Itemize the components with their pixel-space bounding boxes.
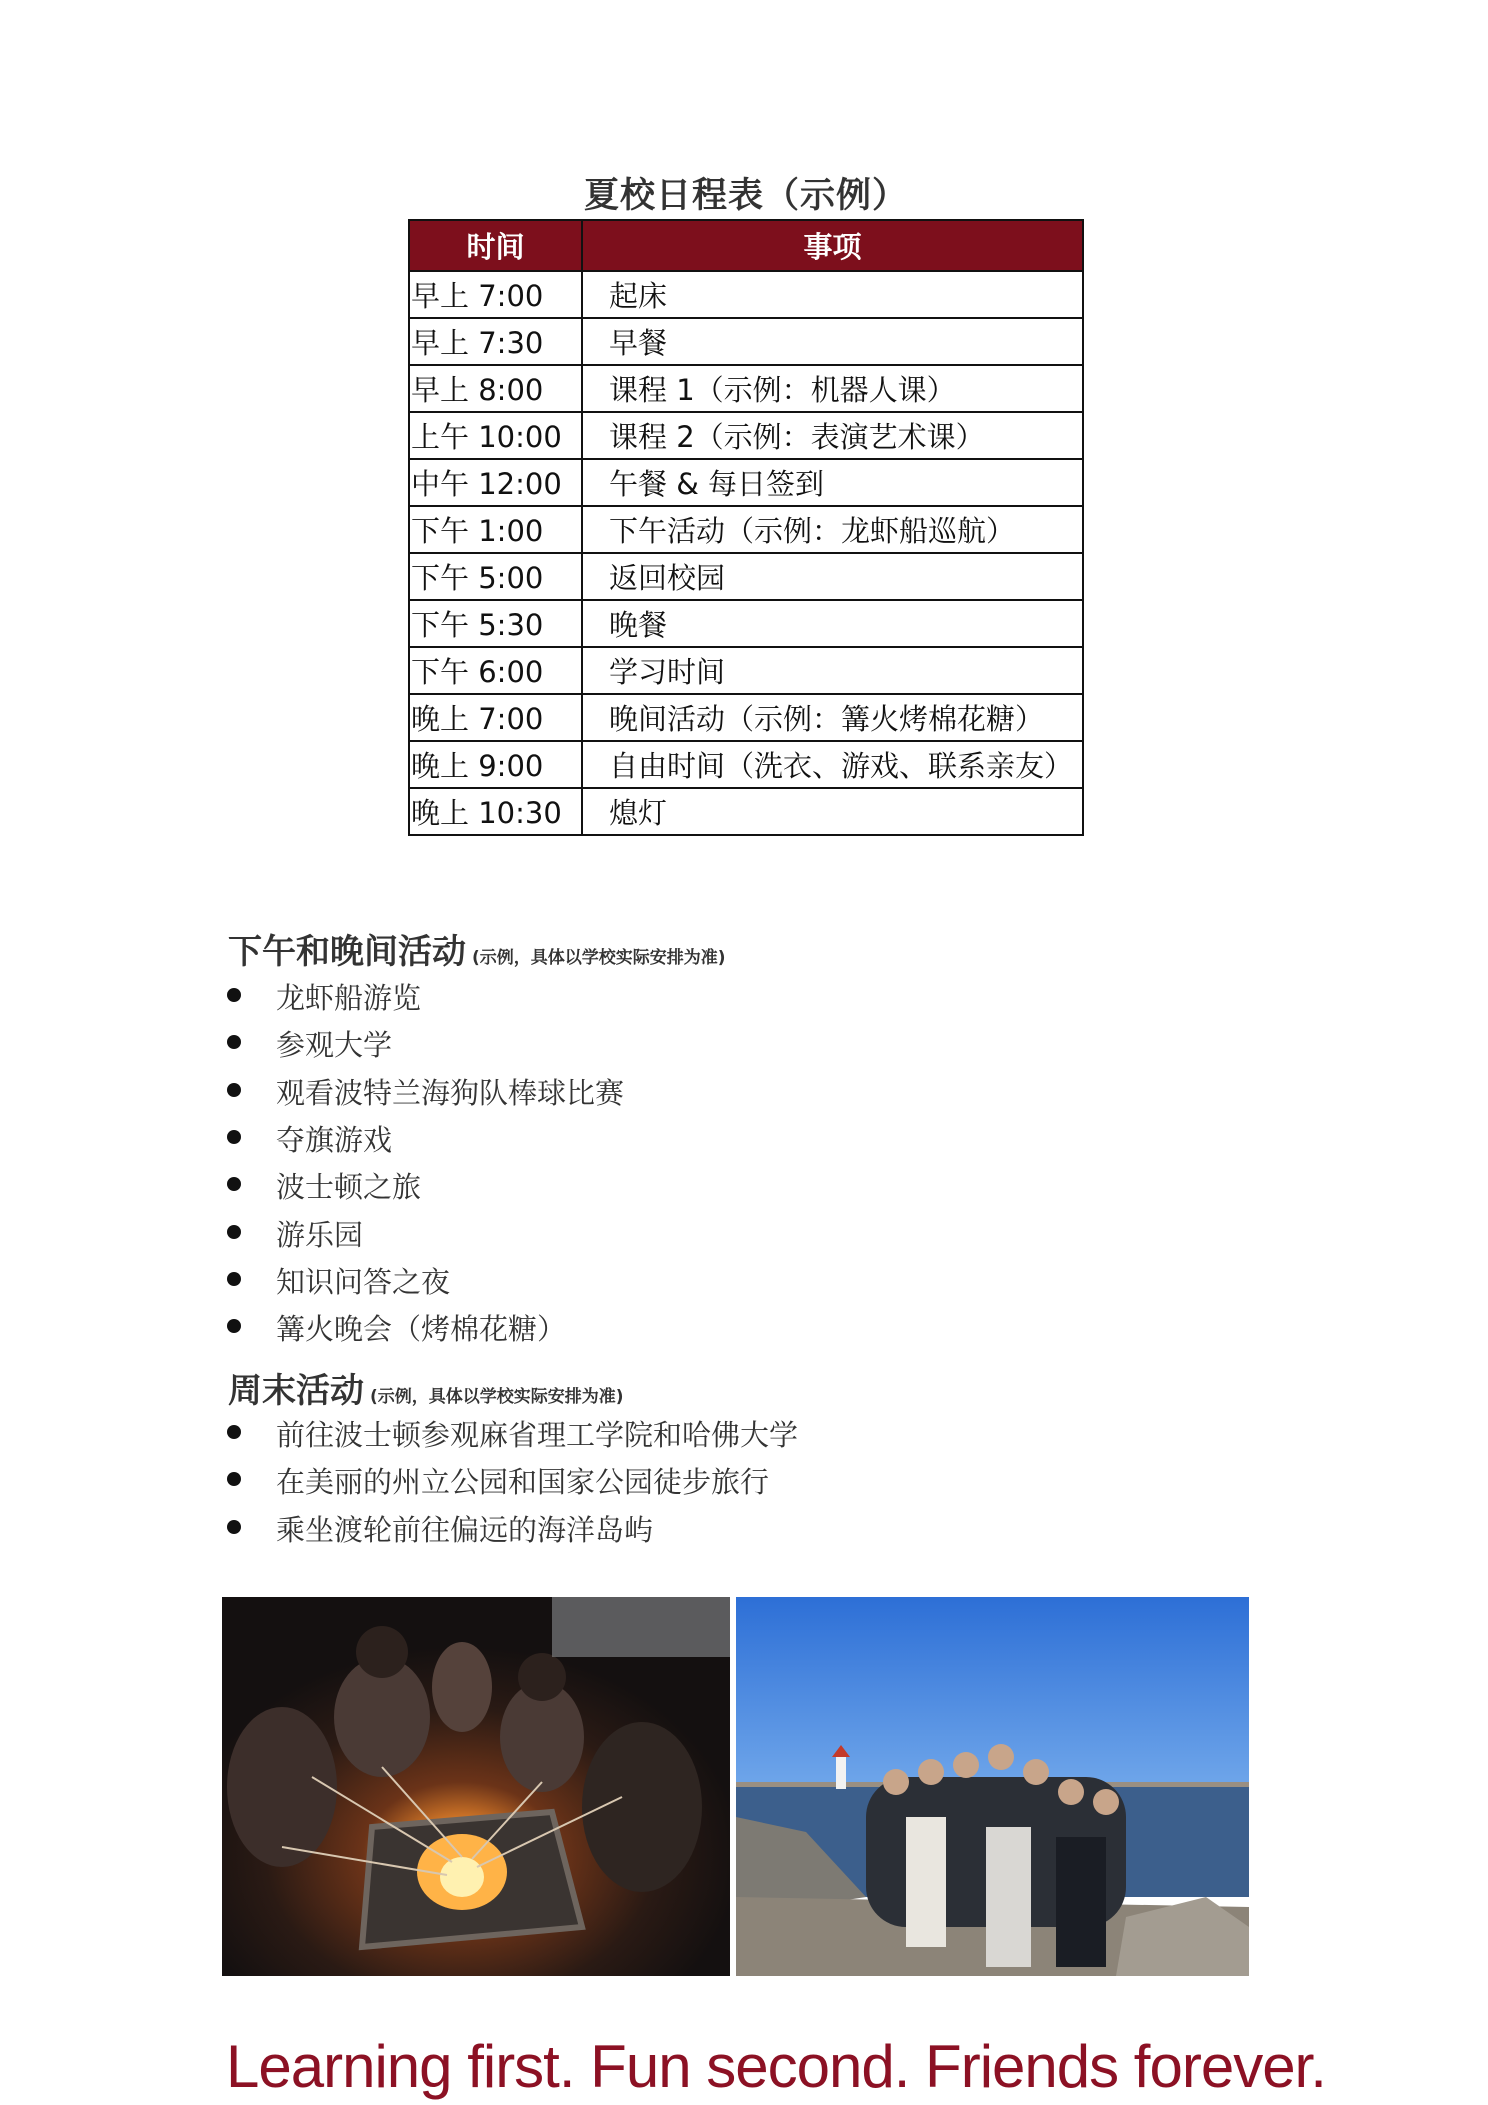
- schedule-row: [409, 459, 1083, 506]
- schedule-item-cell: 起床: [582, 271, 1083, 318]
- weekend-heading: [228, 1363, 624, 1412]
- schedule-row: [409, 318, 1083, 365]
- schedule-time-cell: 上午 10:00: [409, 412, 582, 459]
- schedule-body: [409, 271, 1083, 835]
- afternoon-evening-heading: [228, 924, 726, 973]
- schedule-row: [409, 694, 1083, 741]
- weekend-note: (示例，具体以学校实际安排为准): [370, 1387, 624, 1407]
- activity-label: 知识问答之夜: [276, 1264, 451, 1299]
- schedule-time-cell: 下午 5:00: [409, 553, 582, 600]
- bullet-icon: [227, 1130, 241, 1144]
- bullet-icon: [227, 988, 241, 1002]
- schedule-item-cell: 返回校园: [582, 553, 1083, 600]
- campfire-photo: [222, 1597, 730, 1976]
- activity-label: 篝火晚会（烤棉花糖）: [276, 1312, 567, 1347]
- schedule-item-cell: 午餐 & 每日签到: [582, 459, 1083, 506]
- bullet-icon: [227, 1520, 241, 1534]
- schedule-item-cell: 课程 1（示例：机器人课）: [582, 365, 1083, 412]
- schedule-time-cell: 下午 6:00: [409, 647, 582, 694]
- schedule-title: 夏校日程表（示例）: [583, 176, 908, 216]
- schedule-time-cell: 早上 7:00: [409, 271, 582, 318]
- bullet-icon: [227, 1472, 241, 1486]
- schedule-time-cell: 早上 8:00: [409, 365, 582, 412]
- activity-label: 游乐园: [276, 1217, 364, 1252]
- schedule-time-cell: 晚上 7:00: [409, 694, 582, 741]
- schedule-time-cell: 早上 7:30: [409, 318, 582, 365]
- time-column-header: 时间: [409, 220, 582, 271]
- schedule-time-cell: 晚上 9:00: [409, 741, 582, 788]
- schedule-item-cell: 课程 2（示例：表演艺术课）: [582, 412, 1083, 459]
- bullet-icon: [227, 1319, 241, 1333]
- schedule-item-cell: 熄灯: [582, 788, 1083, 835]
- activity-label: 夺旗游戏: [276, 1122, 393, 1157]
- schedule-row: [409, 553, 1083, 600]
- bullet-icon: [227, 1083, 241, 1097]
- schedule-row: [409, 600, 1083, 647]
- activity-label: 在美丽的州立公园和国家公园徒步旅行: [276, 1465, 770, 1500]
- activity-label: 参观大学: [276, 1028, 393, 1063]
- activity-label: 龙虾船游览: [276, 981, 422, 1015]
- activity-label: 乘坐渡轮前往偏远的海洋岛屿: [276, 1512, 654, 1547]
- bullet-icon: [227, 1035, 241, 1049]
- activity-label: 观看波特兰海狗队棒球比赛: [276, 1075, 625, 1110]
- schedule-time-cell: 晚上 10:30: [409, 788, 582, 835]
- seaside-group-photo: [736, 1597, 1249, 1976]
- schedule-row: [409, 506, 1083, 553]
- schedule-time-cell: 中午 12:00: [409, 459, 582, 506]
- schedule-table: [408, 219, 1084, 836]
- tagline: Learning first. Fun second. Friends forever.: [226, 2033, 1326, 2100]
- afternoon-evening-heading-text: 下午和晚间活动: [228, 932, 466, 972]
- bullet-icon: [227, 1425, 241, 1439]
- schedule-item-cell: 晚餐: [582, 600, 1083, 647]
- bullet-icon: [227, 1272, 241, 1286]
- weekend-heading-text: 周末活动: [228, 1371, 364, 1411]
- schedule-header-row: [409, 220, 1083, 271]
- schedule-item-cell: 学习时间: [582, 647, 1083, 694]
- schedule-item-cell: 早餐: [582, 318, 1083, 365]
- schedule-item-cell: 自由时间（洗衣、游戏、联系亲友）: [582, 741, 1083, 788]
- bullet-icon: [227, 1177, 241, 1191]
- activity-label: 前往波士顿参观麻省理工学院和哈佛大学: [276, 1418, 799, 1452]
- schedule-time-cell: 下午 1:00: [409, 506, 582, 553]
- bullet-icon: [227, 1225, 241, 1239]
- schedule-item-cell: 晚间活动（示例：篝火烤棉花糖）: [582, 694, 1083, 741]
- schedule-row: [409, 647, 1083, 694]
- schedule-row: [409, 741, 1083, 788]
- schedule-row: [409, 365, 1083, 412]
- schedule-row: [409, 271, 1083, 318]
- schedule-time-cell: 下午 5:30: [409, 600, 582, 647]
- item-column-header: 事项: [582, 220, 1083, 271]
- schedule-row: [409, 788, 1083, 835]
- afternoon-evening-note: (示例，具体以学校实际安排为准): [472, 948, 726, 968]
- schedule-item-cell: 下午活动（示例：龙虾船巡航）: [582, 506, 1083, 553]
- schedule-row: [409, 412, 1083, 459]
- activity-label: 波士顿之旅: [276, 1170, 422, 1205]
